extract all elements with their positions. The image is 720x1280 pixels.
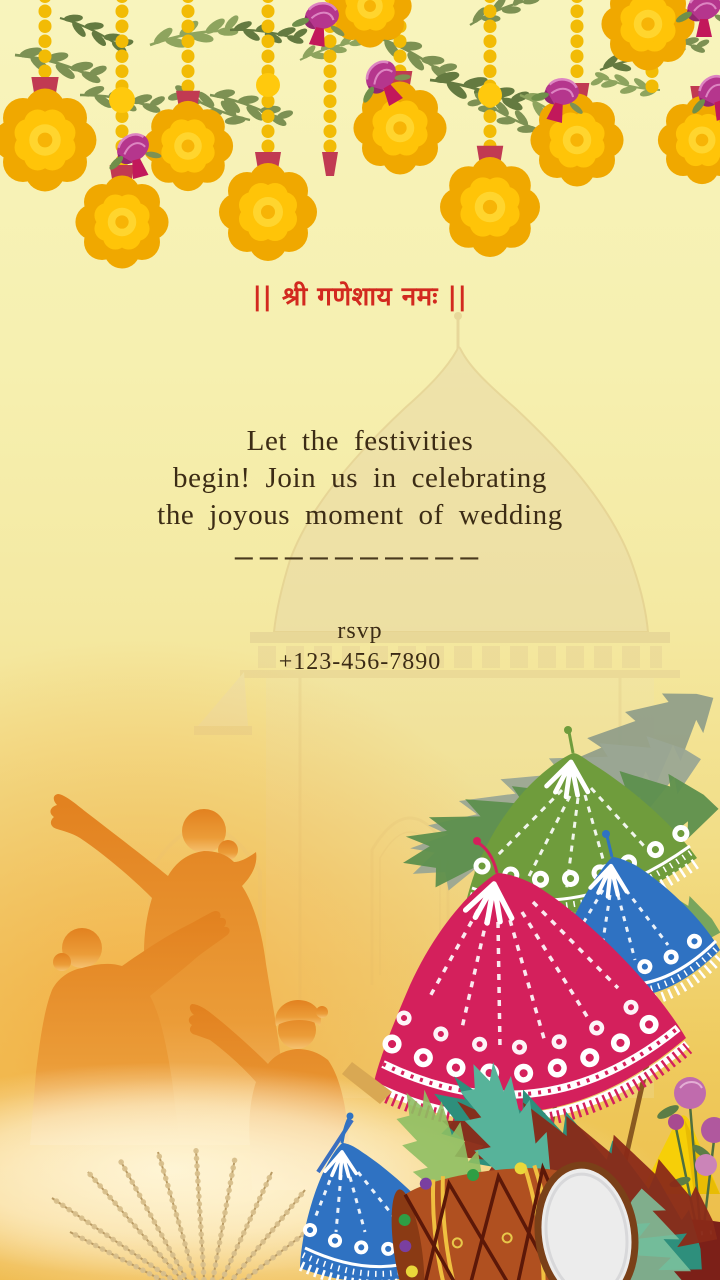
rsvp-block <box>0 616 720 678</box>
invitation-message-line-2: begin! Join us in celebrating <box>173 462 547 494</box>
invitation-message-line-3: the joyous moment of wedding <box>157 499 563 531</box>
rsvp-phone: +123-456-7890 <box>278 649 442 675</box>
dashed-divider: –––––––––– <box>234 540 486 575</box>
shloka-text: || श्री गणेशाय नमः || <box>252 282 468 312</box>
invitation-message-line-1: Let the festivities <box>246 425 474 457</box>
rsvp-label: rsvp <box>337 618 383 644</box>
invitation-message <box>0 423 720 534</box>
